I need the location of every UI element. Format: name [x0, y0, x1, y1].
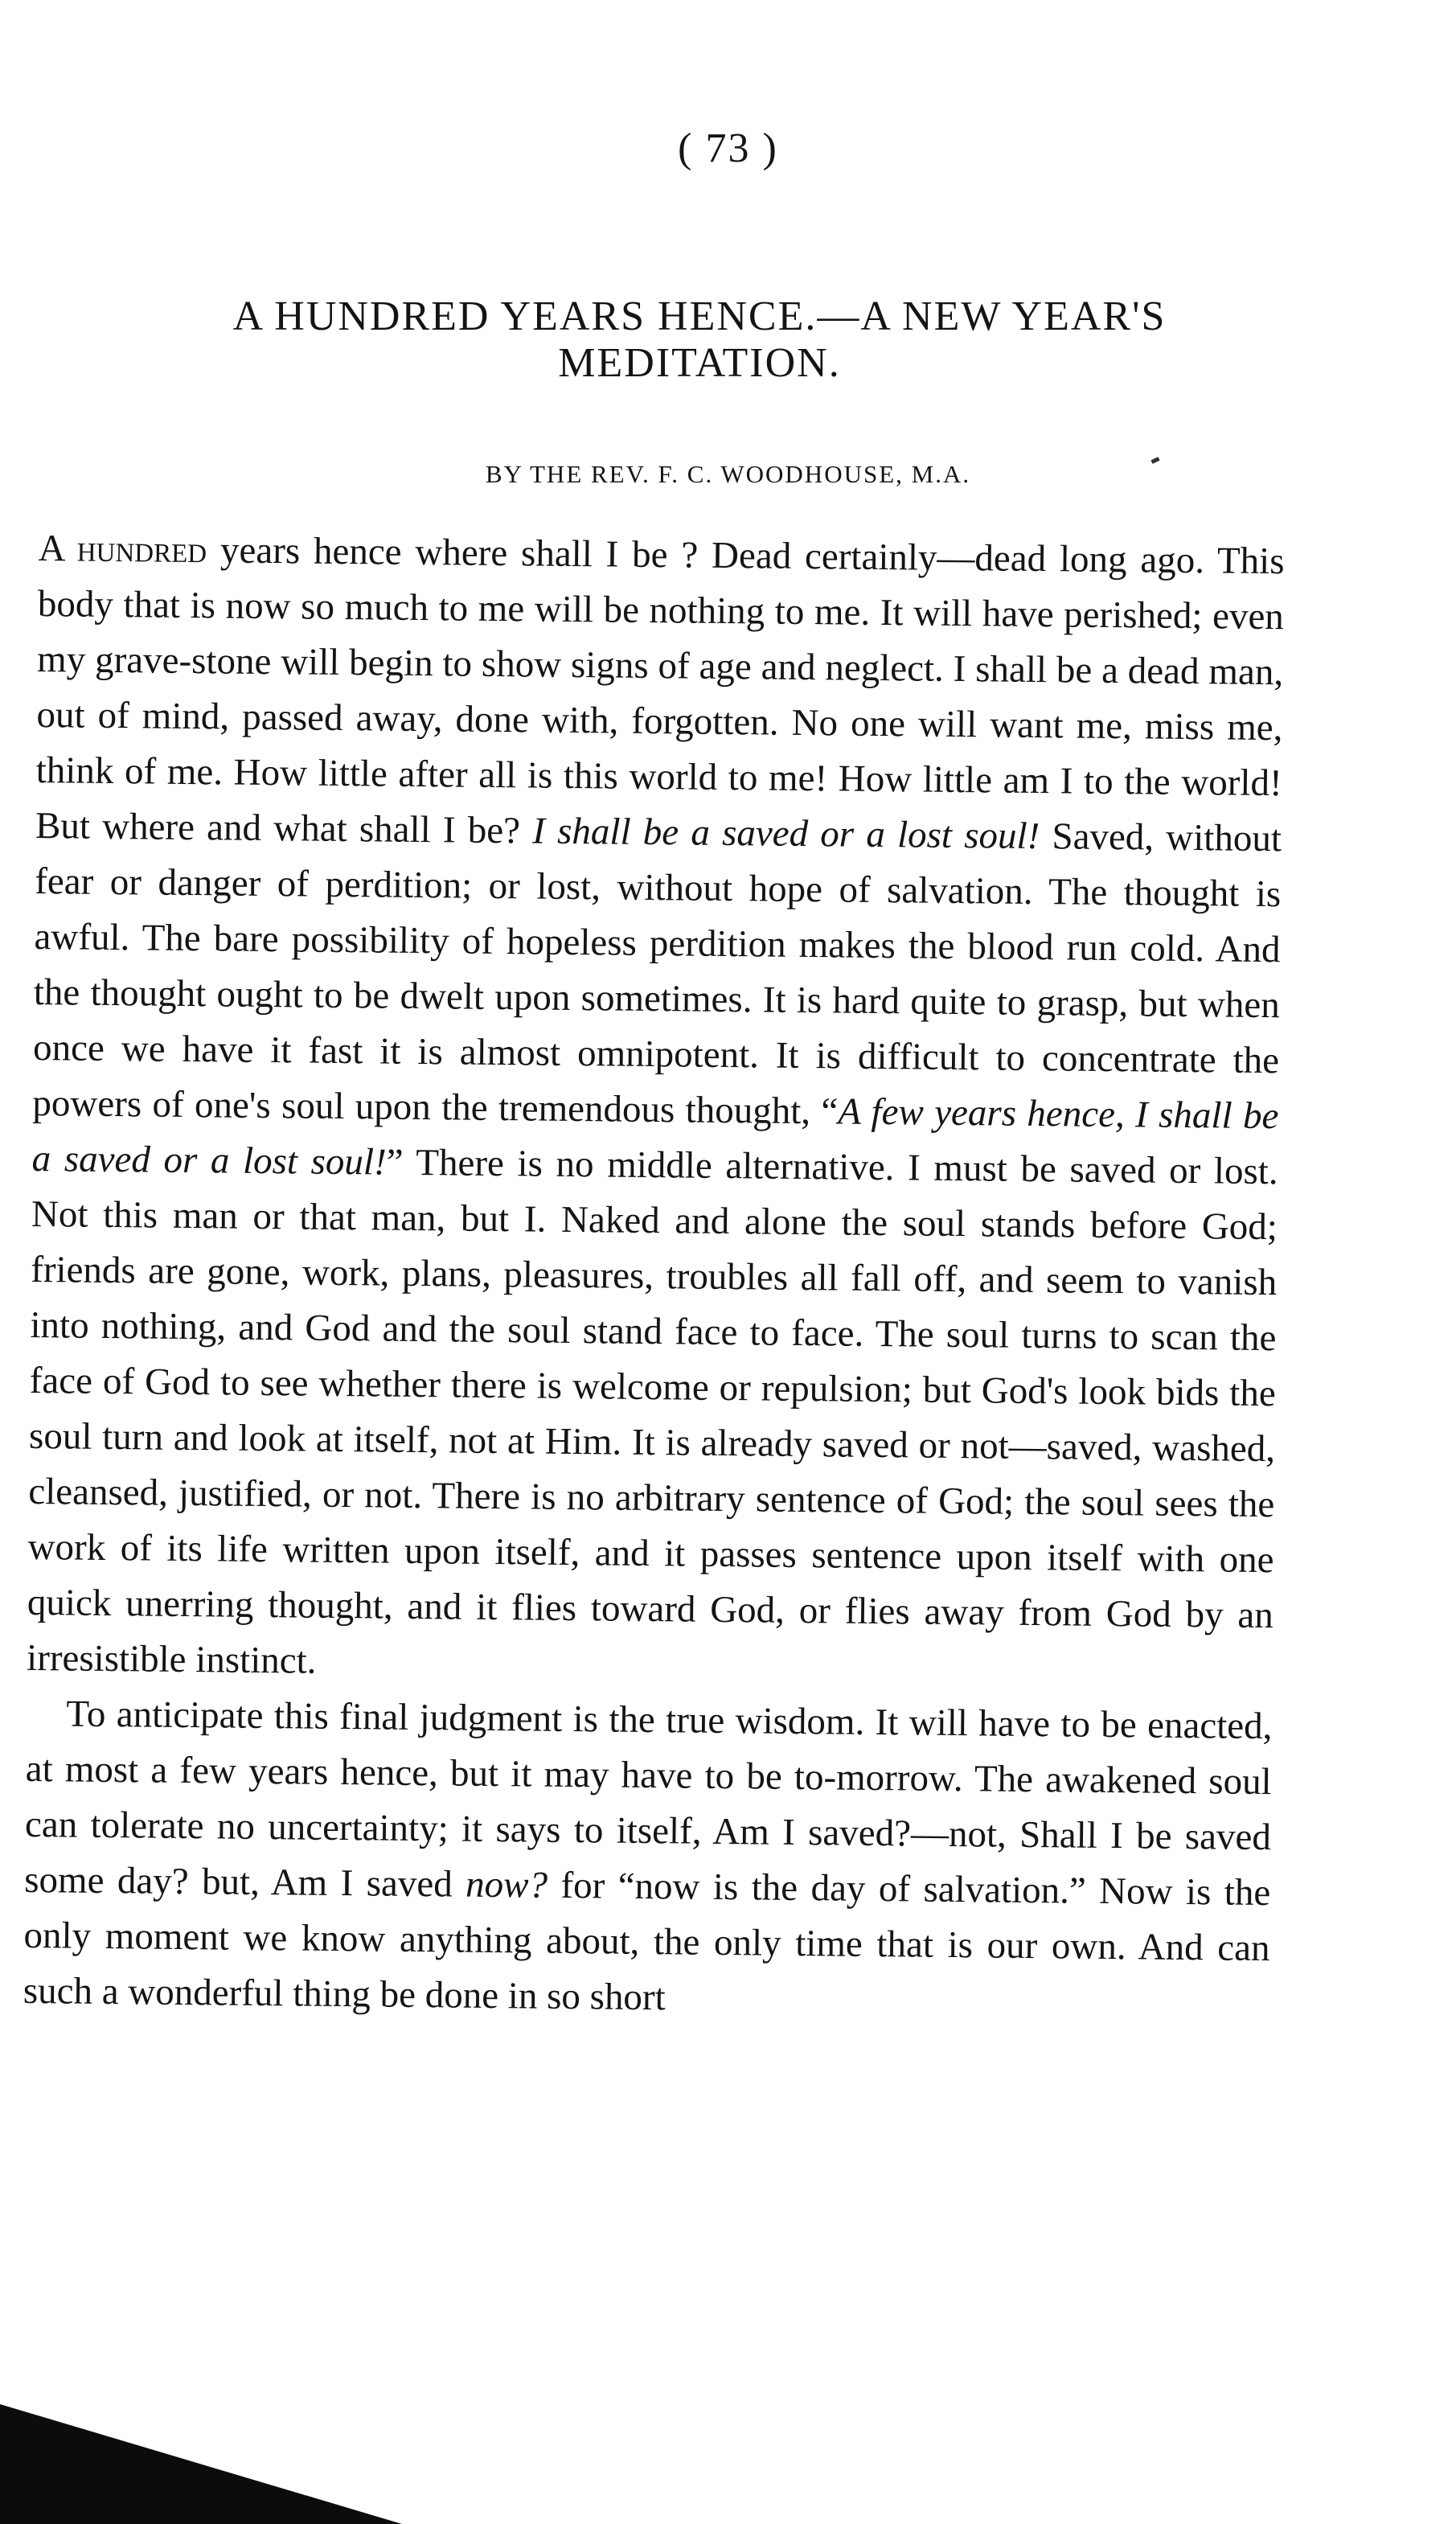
paragraph-1-text-b: Saved, without fear or danger of perdition; or lost, without hope of salvation. The thought is awful. The bare possibility of hopeless perdition makes the blood run cold. And the thought ought to be dwelt upon sometimes. It is hard quite to grasp, but when once we have it fast it is almost omnipotent. It is difficult to concentrate the powers of one's soul upon the tremendous thought, “	[32, 815, 1282, 1133]
article-title: A HUNDRED YEARS HENCE.—A NEW YEAR'S MEDITATION.	[232, 293, 1167, 386]
paragraph-1-italic-2: A few years hence, I shall be a saved or a lost soul!	[31, 1090, 1279, 1184]
drop-cap-phrase: A hundred	[38, 527, 207, 572]
article-body	[18, 521, 1285, 2432]
paragraph-1-italic-1: I shall be a saved or a lost soul!	[531, 810, 1040, 858]
paragraph-1-text-c: ” There is no middle alternative. I must be saved or lost. Not this man or that man, but I. Naked and alone the soul stands before God; friends are gone, work, plans, pleasures, troubles all fall off, and seem to vanish into nothing, and God and the soul stand face to face. The soul turns to scan the face of God to see whether there is welcome or repulsion; but God's look bids the soul turn and look at itself, not at Him. It is already saved or not—saved, washed, cleansed, justified, or not. There is no arbitrary sentence of God; the soul sees the work of its life written upon itself, and it passes sentence upon itself with one quick unerring thought, and it flies toward God, or flies away from God by an irresistible instinct.	[26, 1141, 1278, 1682]
paragraph-2	[23, 1686, 1272, 2032]
paragraph-2-text-b: for “now is the day of salvation.” Now is the only moment we know anything about, the only time that is our own. And can such a wonderful thing be done in so short	[23, 1864, 1271, 2019]
article-byline: BY THE REV. F. C. WOODHOUSE, M.A.	[485, 460, 971, 488]
paragraph-1-text-a: years hence where shall I be ? Dead certainly—dead long ago. This body that is now so much to me will be nothing to me. It will have perished; even my grave-stone will begin to show signs of age and neglect. I shall be a dead man, out of mind, passed away, done with, forgotten. No one will want me, miss me, think of me. How little after all is this world to me! How little am I to the world! But where and what shall I be?	[35, 529, 1285, 852]
paragraph-1	[27, 521, 1285, 1699]
paragraph-2-italic: now?	[465, 1863, 548, 1906]
page-number: ( 73 )	[678, 125, 778, 171]
scan-shadow	[0, 2404, 402, 2524]
paragraph-2-text-a: To anticipate this final judgment is the true wisdom. It will have to be enacted, at most a few years hence, but it may have to be to-morrow. The awakened soul can tolerate no uncertainty; it says to itself, Am I saved?—not, Shall I be saved some day? but, Am I saved	[24, 1693, 1273, 1906]
